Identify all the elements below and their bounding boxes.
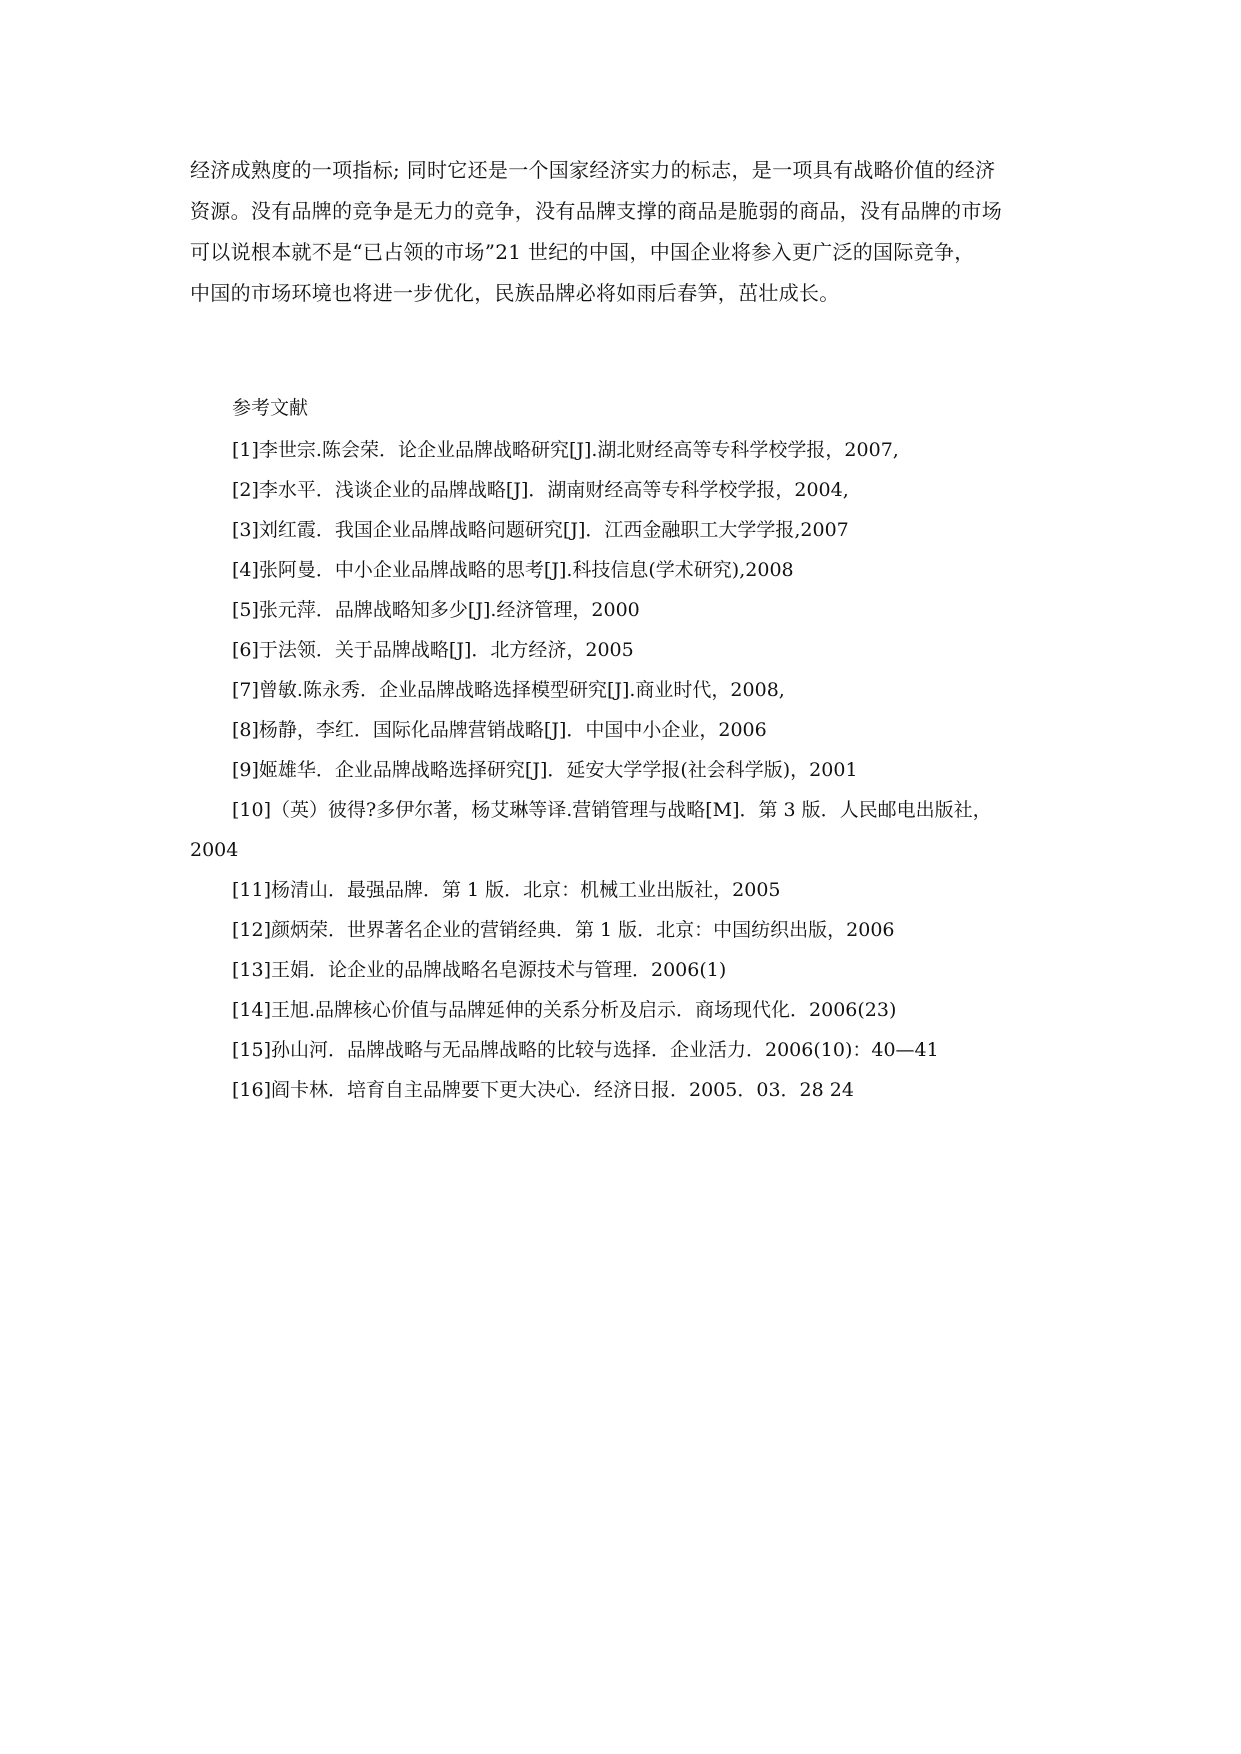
paragraph-line: 资源。没有品牌的竞争是无力的竞争，没有品牌支撑的商品是脆弱的商品，没有品牌的市场 bbox=[190, 199, 1002, 223]
paragraph-line: 可以说根本就不是“已占领的市场”21 世纪的中国，中国企业将参入更广泛的国际竞争， bbox=[190, 240, 975, 264]
reference-item: [4]张阿曼．中小企业品牌战略的思考[J].科技信息(学术研究),2008 bbox=[232, 559, 794, 581]
references-list bbox=[190, 430, 1060, 1110]
reference-item: [16]阎卡林．培育自主品牌要下更大决心．经济日报．2005．03．28 24 bbox=[232, 1079, 854, 1101]
reference-item: [6]于法领．关于品牌战略[J]．北方经济，2005 bbox=[232, 639, 634, 661]
reference-item: [7]曾敏.陈永秀．企业品牌战略选择模型研究[J].商业时代，2008, bbox=[232, 679, 785, 701]
reference-item: [3]刘红霞．我国企业品牌战略问题研究[J]．江西金融职工大学学报,2007 bbox=[232, 519, 849, 541]
body-paragraph bbox=[190, 150, 1060, 314]
reference-item: [2]李水平．浅谈企业的品牌战略[J]．湖南财经高等专科学校学报，2004, bbox=[232, 479, 849, 501]
paragraph-line: 中国的市场环境也将进一步优化，民族品牌必将如雨后春笋，茁壮成长。 bbox=[190, 281, 840, 305]
reference-item: [15]孙山河．品牌战略与无品牌战略的比较与选择．企业活力．2006(10)：40—41 bbox=[232, 1039, 939, 1061]
reference-item-10 bbox=[190, 790, 1060, 870]
reference-item: [12]颜炳荣．世界著名企业的营销经典．第 1 版．北京：中国纺织出版，2006 bbox=[232, 919, 895, 941]
reference-item-10-continuation: 2004 bbox=[190, 839, 239, 861]
reference-item: [13]王娟．论企业的品牌战略名皂源技术与管理．2006(1) bbox=[232, 959, 727, 981]
reference-item: [14]王旭.品牌核心价值与品牌延伸的关系分析及启示．商场现代化．2006(23) bbox=[232, 999, 897, 1021]
references-heading: 参考文献 bbox=[232, 397, 309, 419]
references-section bbox=[190, 391, 1060, 1110]
reference-item: [8]杨静，李红．国际化品牌营销战略[J]．中国中小企业，2006 bbox=[232, 719, 767, 741]
reference-item-10-first-line: [10]（英）彼得?多伊尔著，杨艾琳等译.营销管理与战略[M]．第 3 版．人民邮电出版社， bbox=[232, 799, 992, 821]
reference-item: [5]张元萍．品牌战略知多少[J].经济管理，2000 bbox=[232, 599, 640, 621]
paragraph-line: 经济成熟度的一项指标; 同时它还是一个国家经济实力的标志，是一项具有战略价值的经济 bbox=[190, 158, 996, 182]
reference-item: [11]杨清山．最强品牌．第 1 版．北京：机械工业出版社，2005 bbox=[232, 879, 781, 901]
reference-item: [1]李世宗.陈会荣．论企业品牌战略研究[J].湖北财经高等专科学校学报，2007, bbox=[232, 439, 899, 461]
reference-item: [9]姬雄华．企业品牌战略选择研究[J]．延安大学学报(社会科学版)，2001 bbox=[232, 759, 858, 781]
